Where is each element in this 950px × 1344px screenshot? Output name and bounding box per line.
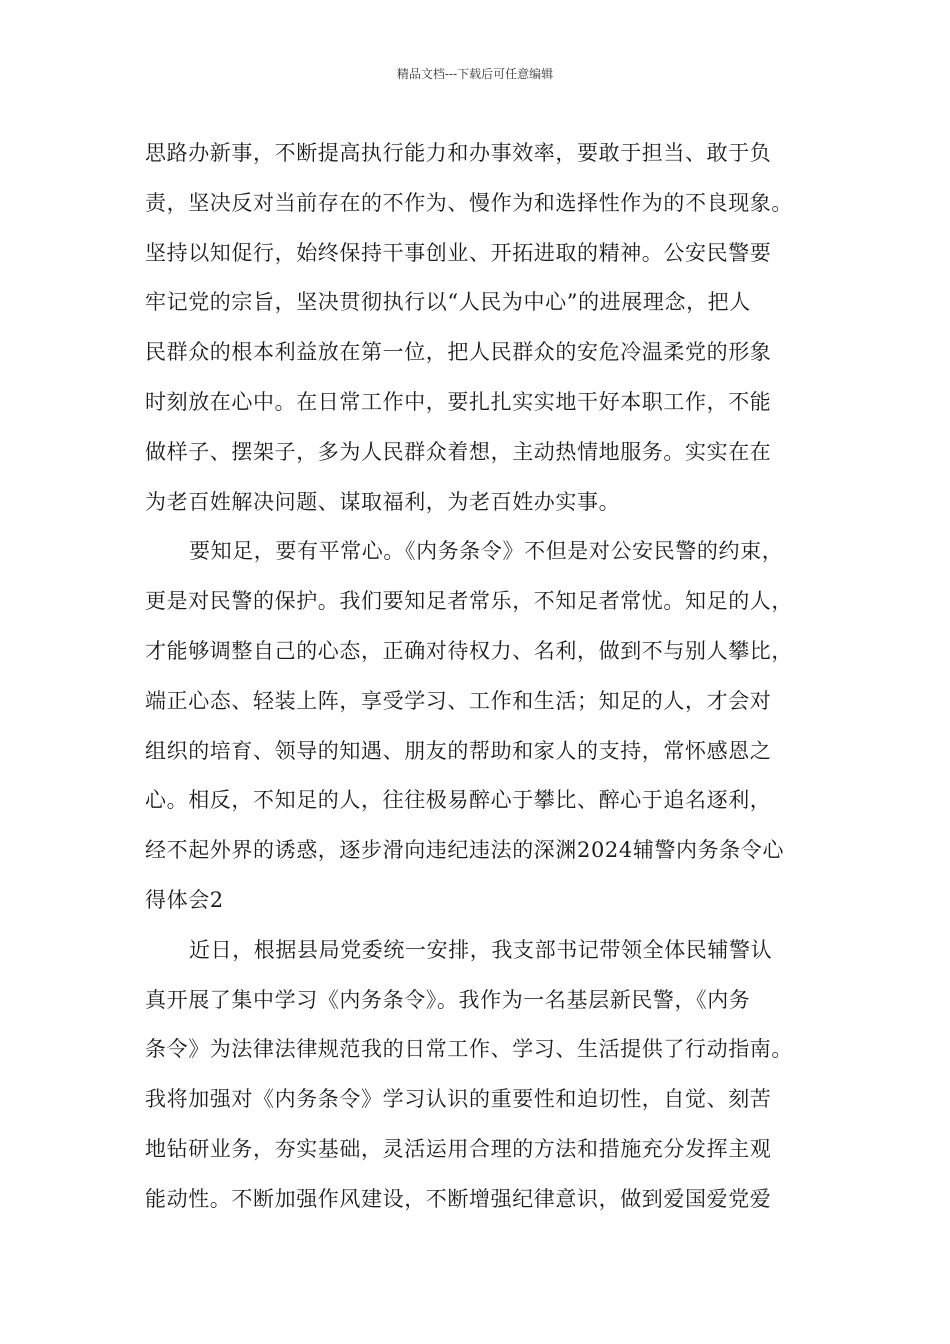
text-line: 经不起外界的诱惑，逐步滑向违纪违法的深渊2024辅警内务条令心: [145, 838, 785, 863]
text-line: 责，坚决反对当前存在的不作为、慢作为和选择性作为的不良现象。: [145, 190, 793, 215]
text-line: 时刻放在心中。在日常工作中，要扎扎实实地干好本职工作，不能: [145, 389, 772, 414]
text-line: 端正心态、轻装上阵，享受学习、工作和生活；知足的人，才会对: [145, 688, 772, 713]
body-text: [145, 133, 825, 1229]
text-line: 条令》为法律法律规范我的日常工作、学习、生活提供了行动指南。: [145, 1037, 793, 1062]
text-line: 组织的培育、领导的知遇、朋友的帮助和家人的支持，常怀感恩之: [145, 738, 772, 763]
text-line: 真开展了集中学习《内务条令》。我作为一名基层新民警，《内务: [145, 987, 751, 1012]
text-line: 思路办新事，不断提高执行能力和办事效率，要敢于担当、敢于负: [145, 141, 772, 165]
text-line: 坚持以知促行，始终保持干事创业、开拓进取的精神。公安民警要: [145, 240, 772, 265]
text-line: 近日，根据县局党委统一安排，我支部书记带领全体民辅警认: [189, 937, 773, 962]
text-line: 才能够调整自己的心态，正确对待权力、名利，做到不与别人攀比，: [145, 638, 793, 663]
text-line: 民群众的根本利益放在第一位，把人民群众的安危冷温柔党的形象: [145, 340, 772, 365]
text-line: 我将加强对《内务条令》学习认识的重要性和迫切性，自觉、刻苦: [145, 1087, 772, 1112]
text-line: 得体会2: [145, 887, 224, 912]
text-line: 要知足，要有平常心。《内务条令》不但是对公安民警的约束，: [189, 539, 784, 564]
text-line: 心。相反，不知足的人，往往极易醉心于攀比、醉心于追名逐利，: [145, 788, 772, 813]
text-line: 为老百姓解决问题、谋取福利，为老百姓办实事。: [145, 489, 621, 514]
text-line: 能动性。不断加强作风建设，不断增强纪律意识，做到爱国爱党爱: [145, 1186, 772, 1211]
text-line: 做样子、摆架子，多为人民群众着想，主动热情地服务。实实在在: [145, 439, 772, 464]
text-line: 牢记党的宗旨，坚决贯彻执行以“人民为中心”的进展理念，把人: [145, 290, 751, 315]
page-header: 精品文档---下载后可任意编辑: [396, 67, 554, 81]
text-line: 地钻研业务，夯实基础，灵活运用合理的方法和措施充分发挥主观: [145, 1136, 772, 1161]
text-line: 更是对民警的保护。我们要知足者常乐，不知足者常忧。知足的人，: [145, 589, 793, 614]
